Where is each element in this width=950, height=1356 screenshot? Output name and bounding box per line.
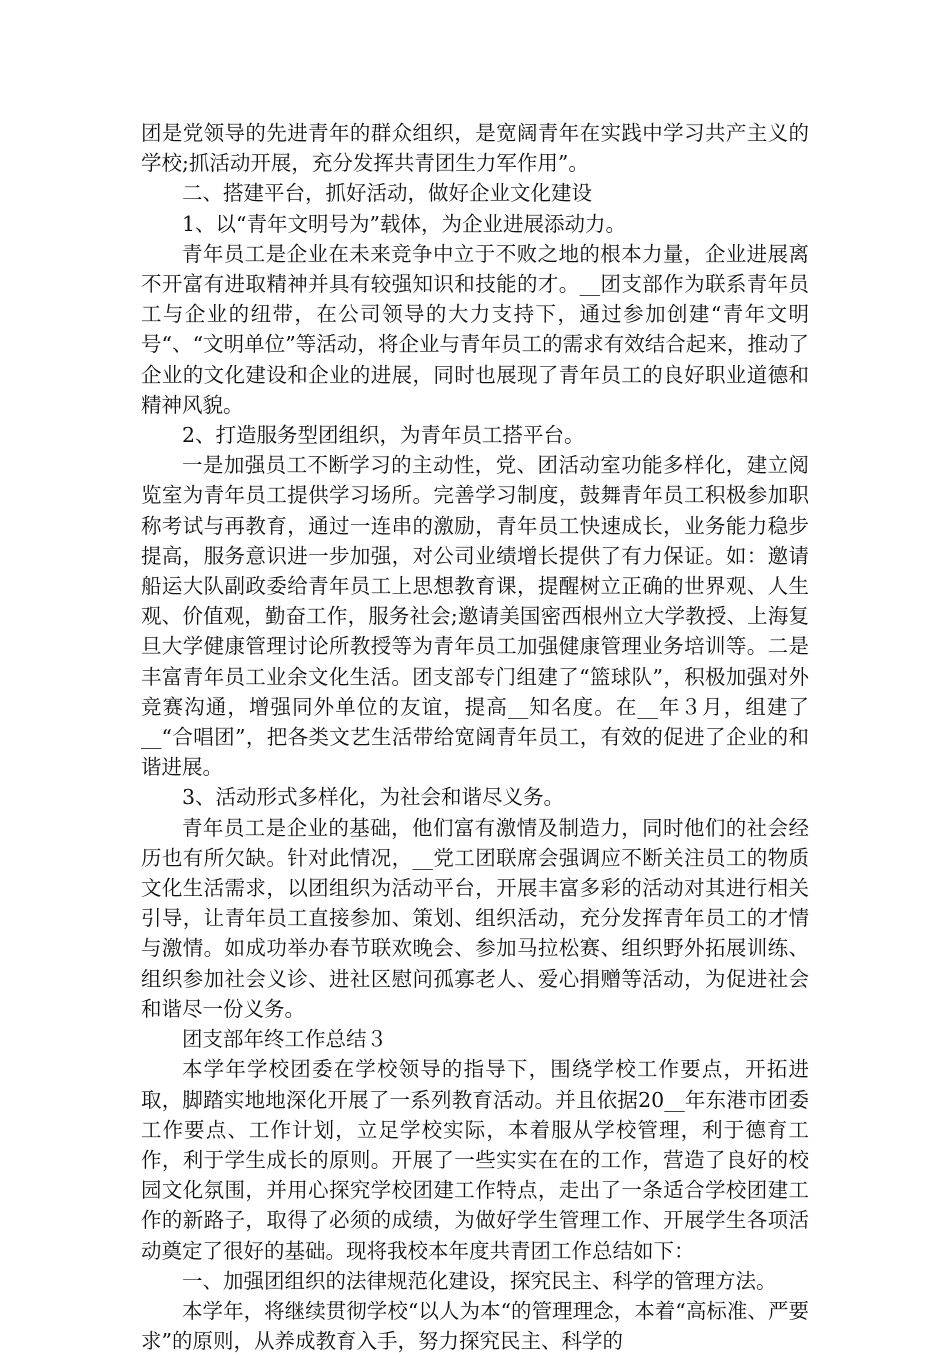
paragraph-1: 团是党领导的先进青年的群众组织，是宽阔青年在实践中学习共产主义的学校;抓活动开展，充分发挥共青团生力军作用”。 (141, 121, 809, 176)
subheading-2-3: 3、活动形式多样化，为社会和谐尽义务。 (182, 785, 565, 810)
paragraph-youth-civilization: 青年员工是企业在未来竞争中立于不败之地的根本力量，企业进展离不开富有进取精神并具有较强知识和技能的才。__团支部作为联系青年员工与企业的纽带，在公司领导的大力支持下，通过参加创建“青年文明号“、“文明单位”等活动，将企业与青年员工的需求有效结合起来，推动了企业的文化建设和企业的进展，同时也展现了青年员工的良好职业道德和精神风貌。 (141, 241, 809, 417)
section-heading-1: 一、加强团组织的法律规范化建设，探究民主、科学的管理方法。 (182, 1268, 777, 1293)
section-title-summary-3: 团支部年终工作总结３ (182, 1027, 387, 1052)
paragraph-school-year-intro: 本学年学校团委在学校领导的指导下，围绕学校工作要点，开拓进取，脚踏实地地深化开展了一系列教育活动。并且依据20__年东港市团委工作要点、工作计划，立足学校实际，本着服从学校管理，利于德育工作，利于学生成长的原则。开展了一些实实在在的工作，营造了良好的校园文化氛围，并用心探究学校团建工作特点，走出了一条适合学校团建工作的新路子，取得了必须的成绩，为做好学生管理工作、开展学生各项活动奠定了很好的基础。现将我校本年度共青团工作总结如下： (141, 1057, 809, 1263)
subheading-2-2: 2、打造服务型团组织，为青年员工搭平台。 (182, 423, 585, 448)
section-heading-2: 二、搭建平台，抓好活动，做好企业文化建设 (182, 181, 592, 206)
paragraph-management-concept: 本学年，将继续贯彻学校“以人为本“的管理理念，本着“高标准、严要求”的原则，从养成教育入手，努力探究民主、科学的 (141, 1298, 809, 1354)
paragraph-service-organization: 一是加强员工不断学习的主动性，党、团活动室功能多样化，建立阅览室为青年员工提供学习场所。完善学习制度，鼓舞青年员工积极参加职称考试与再教育，通过一连串的激励，青年员工快速成长，业务能力稳步提高，服务意识进一步加强，对公司业绩增长提供了有力保证。如：邀请船运大队副政委给青年员工上思想教育课，提醒树立正确的世界观、人生观、价值观，勤奋工作，服务社会;邀请美国密西根州立大学教授、上海复旦大学健康管理讨论所教授等为青年员工加强健康管理业务培训等。二是丰富青年员工业余文化生活。团支部专门组建了“篮球队”，积极加强对外竞赛沟通，增强同外单位的友谊，提高__知名度。在__年３月，组建了__“合唱团”，把各类文艺生活带给宽阔青年员工，有效的促进了企业的和谐进展。 (141, 453, 809, 780)
subheading-2-1: 1、以“青年文明号为”载体，为企业进展添动力。 (182, 211, 627, 236)
document-body (141, 118, 809, 1356)
paragraph-social-activities: 青年员工是企业的基础，他们富有激情及制造力，同时他们的社会经历也有所欠缺。针对此情况，__党工团联席会强调应不断关注员工的物质文化生活需求，以团组织为活动平台，开展丰富多彩的活动对其进行相关引导，让青年员工直接参加、策划、组织活动，充分发挥青年员工的才情与激情。如成功举办春节联欢晚会、参加马拉松赛、组织野外拓展训练、组织参加社会义诊、进社区慰问孤寡老人、爱心捐赠等活动，为促进社会和谐尽一份义务。 (141, 815, 809, 1021)
